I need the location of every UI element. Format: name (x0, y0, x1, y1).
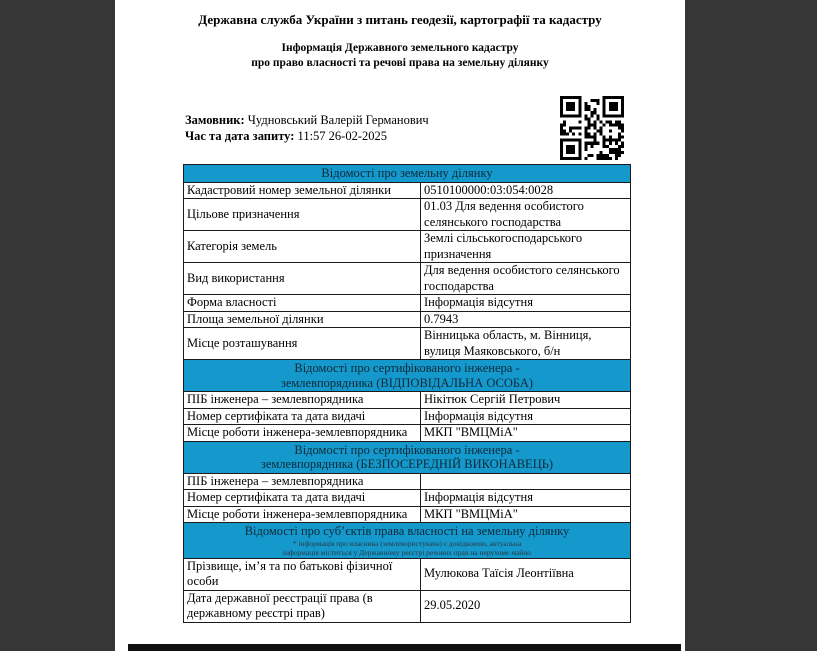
row-label: ПІБ інженера – землевпорядника (184, 392, 421, 409)
requester-name: Чудновський Валерій Германович (247, 113, 429, 127)
row-label: Місце роботи інженера-землевпорядника (184, 425, 421, 442)
section-header-note: * інформація про власника (землекористувача) є довідковою, актуальна (292, 538, 522, 548)
row-label: Місце розташування (184, 328, 421, 360)
section-header-line: Відомості про суб’єктів права власності на земельну ділянку (244, 524, 570, 538)
row-value: Для ведення особистого селянського господарства (421, 263, 631, 295)
section-header (184, 441, 631, 473)
table-row (184, 473, 631, 490)
row-value: Інформація відсутня (421, 490, 631, 507)
qr-code-icon (560, 96, 624, 160)
page-bottom-bar (128, 644, 681, 651)
table-row (184, 311, 631, 328)
row-value: Нікітюк Сергій Петрович (421, 392, 631, 409)
row-value: Мулюкова Таїсія Леонтіївна (421, 558, 631, 590)
requester-label: Замовник: (185, 113, 245, 127)
row-label: Вид використання (184, 263, 421, 295)
document-subtitle-line1: Інформація Державного земельного кадастру (281, 42, 519, 54)
section-header-row (184, 523, 631, 559)
section-header-line: землевпорядника (БЕЗПОСЕРЕДНІЙ ВИКОНАВЕЦЬ) (260, 457, 554, 471)
document-title: Державна служба України з питань геодезії, картографії та кадастру (198, 12, 602, 27)
table-row (184, 328, 631, 360)
request-time-value: 11:57 26-02-2025 (297, 129, 388, 143)
table-row (184, 182, 631, 199)
table-row (184, 425, 631, 442)
row-label: ПІБ інженера – землевпорядника (184, 473, 421, 490)
row-value: 29.05.2020 (421, 590, 631, 622)
section-header-row (184, 360, 631, 392)
section-header-line: землевпорядника (ВІДПОВІДАЛЬНА ОСОБА) (280, 375, 534, 390)
row-label: Площа земельної ділянки (184, 311, 421, 328)
section-header-row (184, 165, 631, 183)
table-row (184, 295, 631, 312)
row-label: Цільове призначення (184, 199, 421, 231)
row-label: Кадастровий номер земельної ділянки (184, 182, 421, 199)
section-header-line: Відомості про сертифікованого інженера - (294, 442, 520, 457)
row-value (421, 473, 631, 490)
row-label: Номер сертифіката та дата видачі (184, 490, 421, 507)
section-header (184, 360, 631, 392)
request-time-label: Час та дата запиту: (185, 129, 295, 143)
row-label: Прізвище, ім’я та по батькові фізичної особи (184, 558, 421, 590)
table-row (184, 408, 631, 425)
row-value: 0510100000:03:054:0028 (421, 182, 631, 199)
table-row (184, 558, 631, 590)
table-row (184, 199, 631, 231)
row-label: Категорія земель (184, 231, 421, 263)
table-row (184, 263, 631, 295)
cadastre-table (183, 164, 631, 623)
section-header-note: інформація міститься у Державному реєстрі речових прав на нерухоме майно (282, 547, 532, 557)
table-row (184, 392, 631, 409)
row-value: 01.03 Для ведення особистого селянського господарства (421, 199, 631, 231)
row-value: Вінницька область, м. Вінниця, вулиця Маяковського, б/н (421, 328, 631, 360)
row-value: 0.7943 (421, 311, 631, 328)
row-value: Землі сільськогосподарського призначення (421, 231, 631, 263)
document-subtitle-line2: про право власності та речові права на земельну ділянку (251, 57, 549, 69)
document-page (115, 0, 685, 651)
table-row (184, 506, 631, 523)
section-header (184, 523, 631, 559)
table-row (184, 231, 631, 263)
section-header-line: Відомості про земельну ділянку (321, 166, 493, 180)
table-row (184, 490, 631, 507)
row-value: Інформація відсутня (421, 408, 631, 425)
row-label: Форма власності (184, 295, 421, 312)
table-row (184, 590, 631, 622)
document-subtitle (115, 41, 685, 71)
row-value: МКП "ВМЦМіА" (421, 506, 631, 523)
section-header-line: Відомості про сертифікованого інженера - (294, 361, 520, 375)
row-label: Дата державної реєстрації права (в державному реєстрі прав) (184, 590, 421, 622)
row-label: Місце роботи інженера-землевпорядника (184, 506, 421, 523)
section-header (184, 165, 631, 183)
section-header-row (184, 441, 631, 473)
row-label: Номер сертифіката та дата видачі (184, 408, 421, 425)
row-value: МКП "ВМЦМіА" (421, 425, 631, 442)
row-value: Інформація відсутня (421, 295, 631, 312)
